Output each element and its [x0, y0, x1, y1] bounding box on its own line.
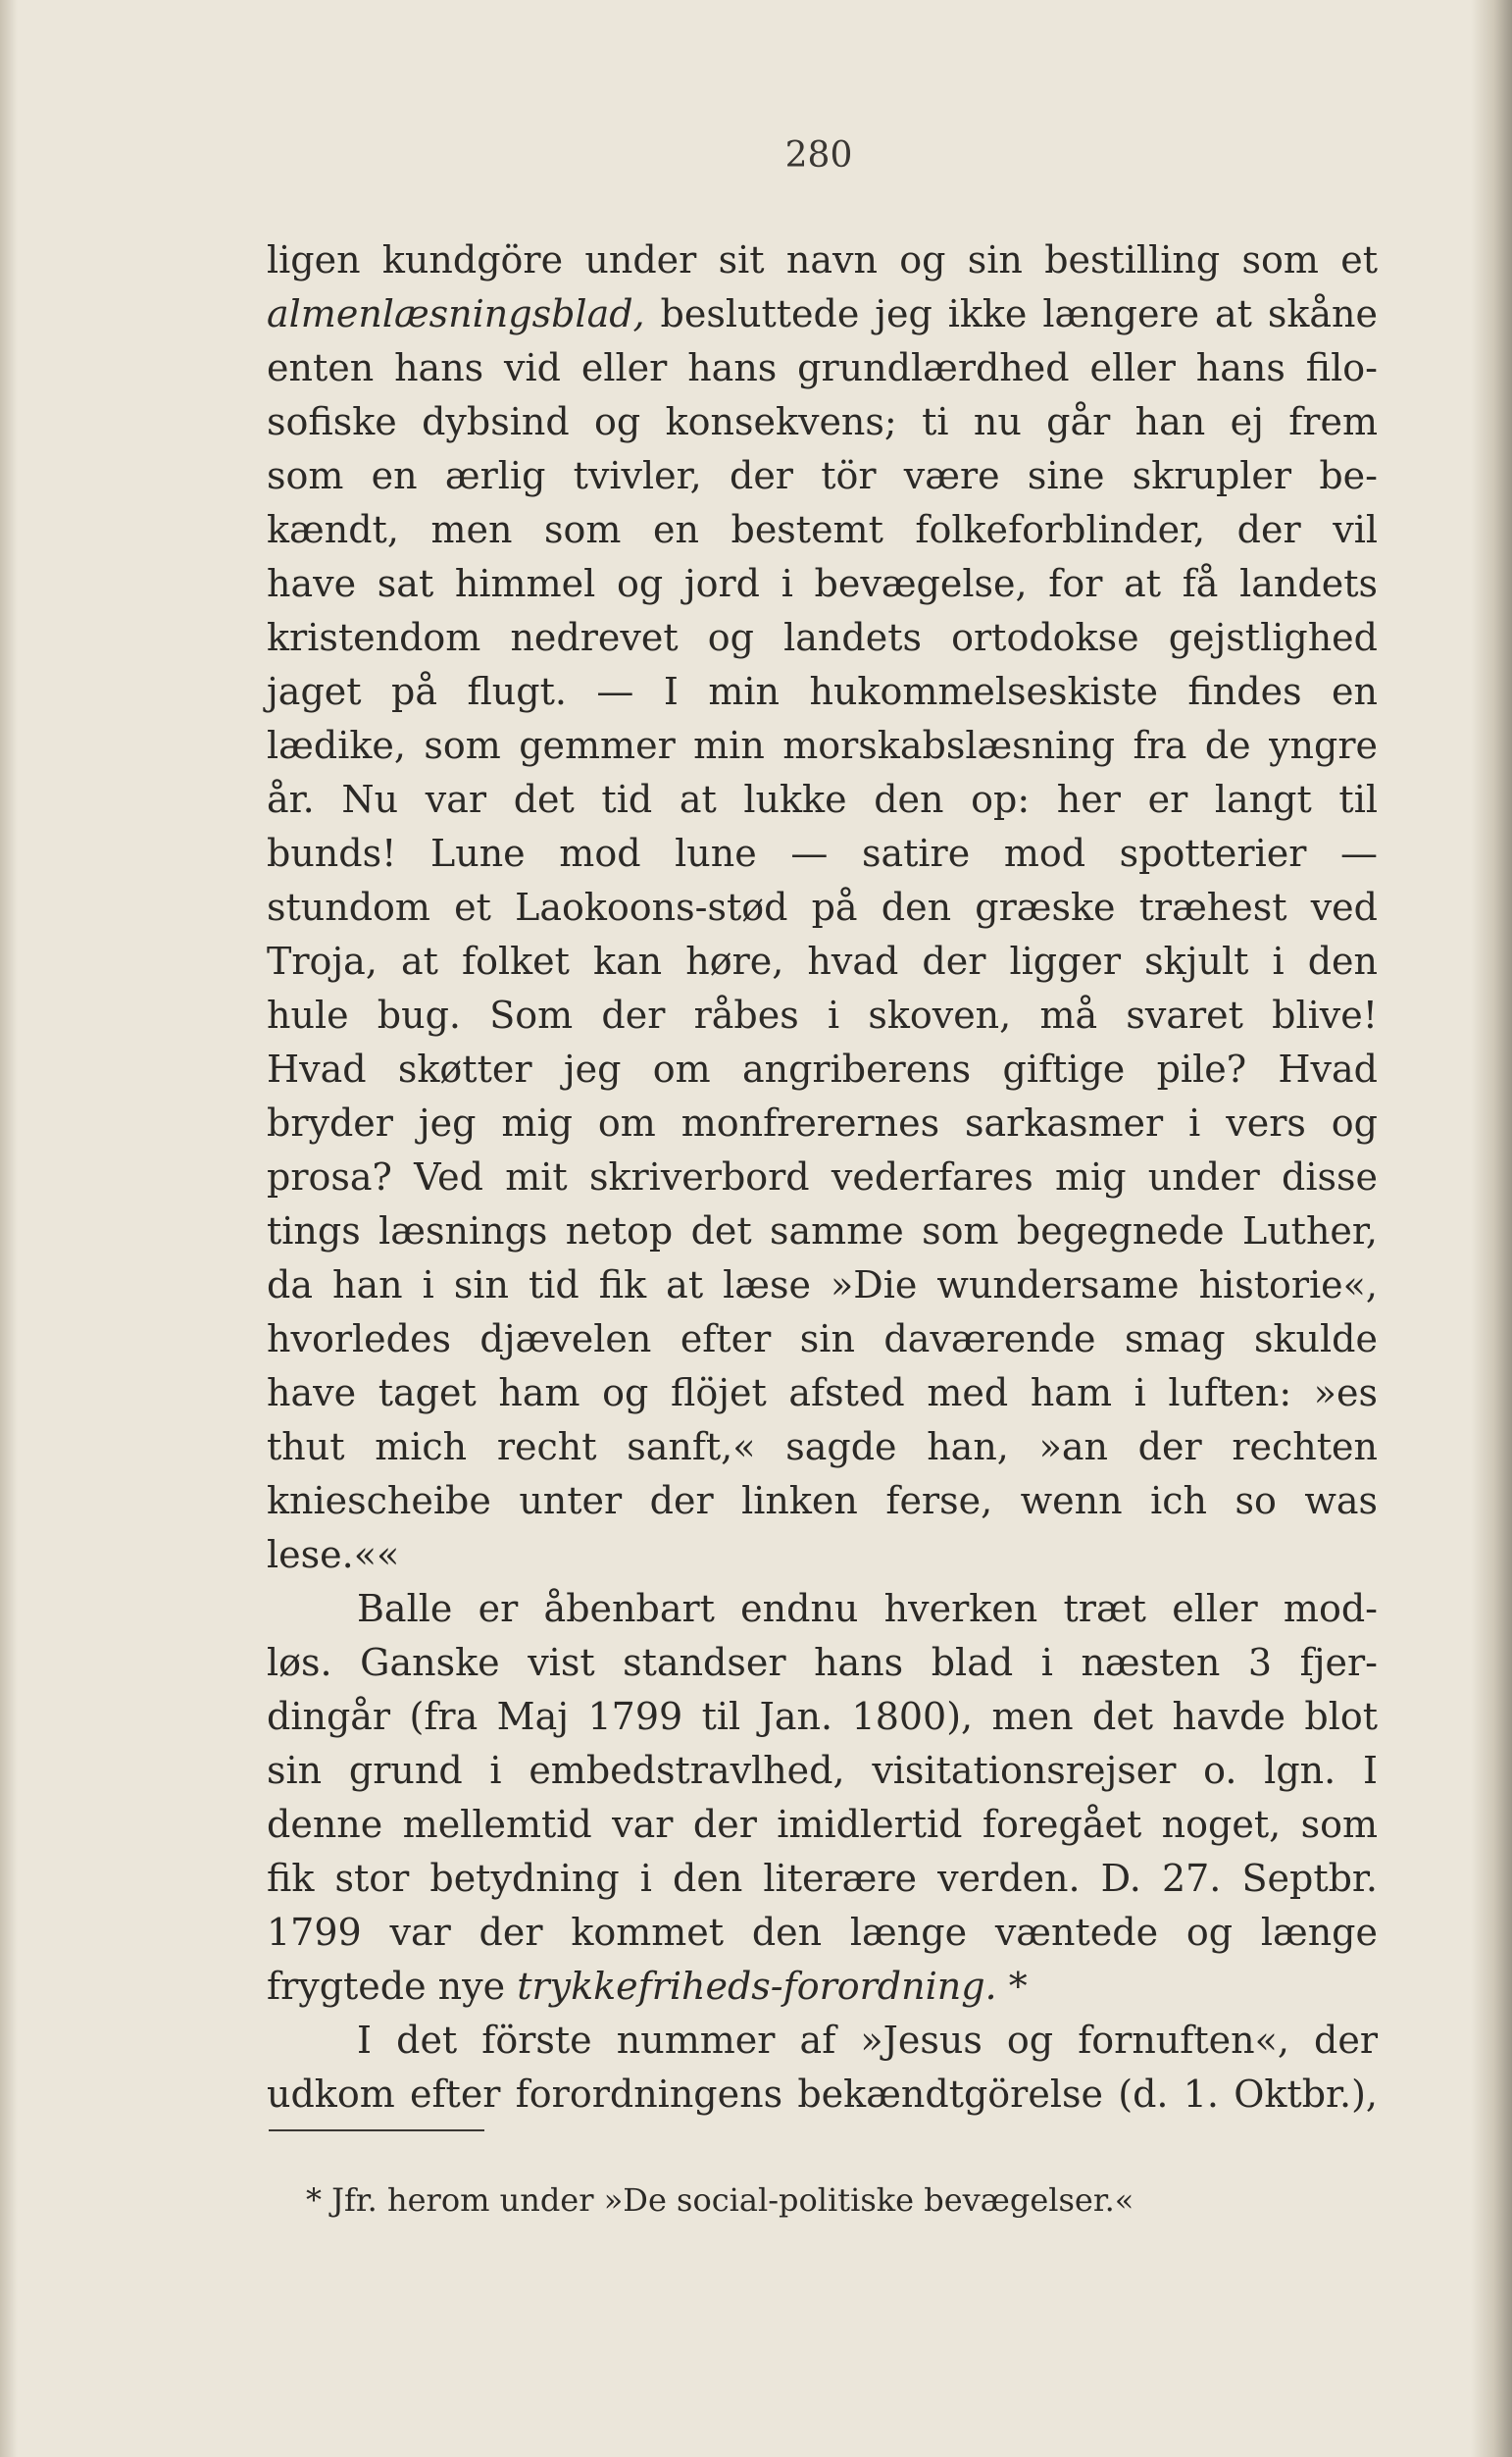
text-line: stundom et Laokoons-stød på den græske træhest ved: [267, 886, 1378, 929]
text-line: hule bug. Som der råbes i skoven, må svaret blive!: [267, 994, 1378, 1037]
page-spine-edge: [1471, 0, 1512, 2457]
text-line: have sat himmel og jord i bevægelse, for at få landets: [267, 562, 1378, 605]
text-line: hvorledes djævelen efter sin daværende smag skulde: [267, 1317, 1378, 1360]
text-line: lese.««: [267, 1533, 400, 1576]
footnote-marker: *: [996, 1965, 1028, 2008]
text-line: bunds! Lune mod lune — satire mod spotterier —: [267, 832, 1378, 875]
text-line: sin grund i embedstravlhed, visitationsrejser o. lgn. I: [267, 1749, 1378, 1792]
text-line: sofiske dybsind og konsekvens; ti nu går han ej frem: [267, 400, 1378, 443]
text-line: da han i sin tid fik at læse »Die wundersame historie«,: [267, 1263, 1378, 1306]
text-line: tings læsnings netop det samme som begegnede Luther,: [267, 1209, 1378, 1253]
text-line: lædike, som gemmer min morskabslæsning fra de yngre: [267, 724, 1378, 767]
text-line: have taget ham og flöjet afsted med ham i luften: »es: [267, 1371, 1378, 1414]
text-line: løs. Ganske vist standser hans blad i næsten 3 fjer-: [267, 1641, 1378, 1684]
text-line: kristendom nedrevet og landets ortodokse gejstlighed: [267, 616, 1378, 659]
text-line: fik stor betydning i den literære verden. D. 27. Septbr.: [267, 1857, 1378, 1900]
text-line: jaget på flugt. — I min hukommelseskiste findes en: [267, 670, 1378, 713]
text-line-lead: frygtede nye: [267, 1965, 518, 2008]
text-line-with-italic: [267, 1960, 1378, 2014]
text-line: Troja, at folket kan høre, hvad der ligger skjult i den: [267, 940, 1378, 983]
page-left-edge: [0, 0, 18, 2457]
footnote: * Jfr. herom under »De social-politiske bevægelser.«: [306, 2181, 1134, 2219]
text-line: udkom efter forordningens bekændtgörelse (d. 1. Oktbr.),: [267, 2073, 1378, 2116]
text-line: enten hans vid eller hans grundlærdhed eller hans filo-: [267, 346, 1378, 389]
text-line: kniescheibe unter der linken ferse, wenn ich so was: [267, 1479, 1378, 1522]
text-line-italic-lead: [267, 287, 1378, 341]
page-number: 280: [784, 135, 853, 176]
text-line: som en ærlig tvivler, der tör være sine skrupler be-: [267, 454, 1378, 497]
text-line: denne mellemtid var der imidlertid foregået noget, som: [267, 1803, 1378, 1846]
paragraph-start: I det förste nummer af »Jesus og fornuften«, der: [357, 2019, 1378, 2062]
text-line: dingår (fra Maj 1799 til Jan. 1800), men det havde blot: [267, 1695, 1378, 1738]
text-line: prosa? Ved mit skriverbord vederfares mig under disse: [267, 1155, 1378, 1199]
text-line-rest: besluttede jeg ikke længere at skåne: [644, 292, 1378, 335]
text-line: bryder jeg mig om monfrerernes sarkasmer i vers og: [267, 1101, 1378, 1145]
text-line: år. Nu var det tid at lukke den op: her er langt til: [267, 778, 1378, 821]
paragraph-start: Balle er åbenbart endnu hverken træt eller mod-: [357, 1587, 1378, 1630]
italic-term: trykkefriheds-forordning.: [517, 1965, 997, 2008]
italic-term: almenlæsningsblad,: [267, 292, 645, 335]
text-line: kændt, men som en bestemt folkeforblinder, der vil: [267, 508, 1378, 551]
text-line: thut mich recht sanft,« sagde han, »an der rechten: [267, 1425, 1378, 1468]
text-line: Hvad skøtter jeg om angriberens giftige pile? Hvad: [267, 1048, 1378, 1091]
footnote-rule: [269, 2129, 484, 2131]
body-text: [267, 233, 1378, 2122]
text-line: 1799 var der kommet den længe væntede og længe: [267, 1911, 1378, 1954]
text-line: ligen kundgöre under sit navn og sin bestilling som et: [267, 238, 1378, 282]
